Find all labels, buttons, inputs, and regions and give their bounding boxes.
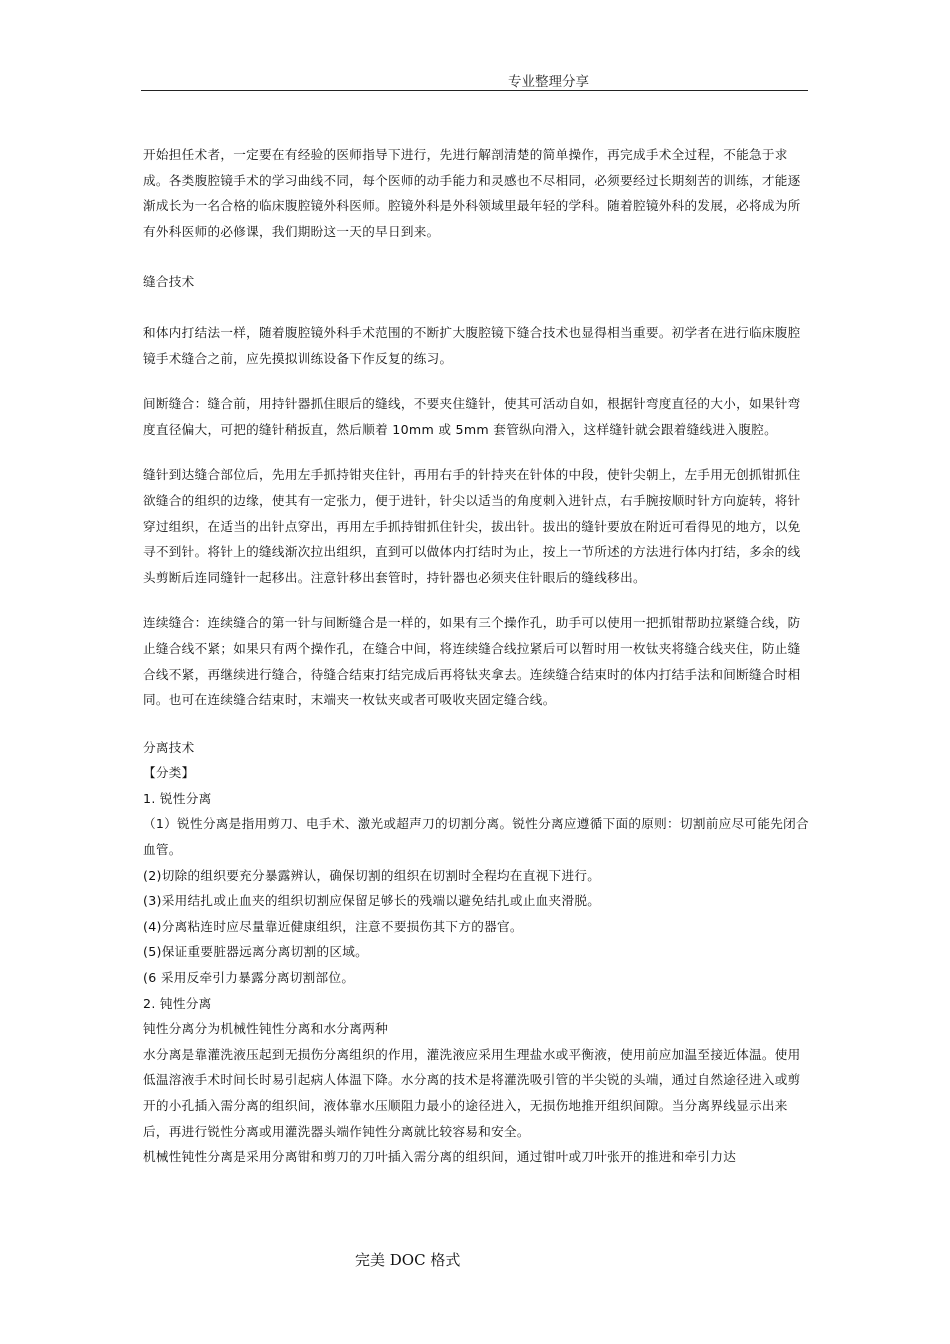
intro-paragraph: 开始担任术者，一定要在有经验的医师指导下进行，先进行解剖清楚的简单操作，再完成手术全过程，不能急于求成。各类腹腔镜手术的学习曲线不同，每个医师的动手能力和灵感也不尽相同，必须要经过长期刻苦的训练，才能逐渐成长为一名合格的临床腹腔镜外科医师。腔镜外科是外科领域里最年轻的学科。随着腔镜外科的发展，必将成为所有外科医师的必修课，我们期盼这一天的早日到来。 (143, 147, 801, 239)
document-body (143, 142, 810, 1170)
sharp-separation-title: 1. 锐性分离 (143, 790, 212, 806)
interrupted-suture-paragraph: 间断缝合：缝合前，用持针器抓住眼后的缝线，不要夹住缝针，使其可活动自如，根据针弯度直径的大小，如果针弯度直径偏大，可把的缝针稍扳直，然后顺着 10mm 或 5mm 套管纵向滑入，这样缝针就会跟着缝线进入腹腔。 (143, 396, 801, 437)
sharp-item: (3)采用结扎或止血夹的组织切割应保留足够长的残端以避免结扎或止血夹滑脱。 (143, 893, 601, 909)
mechanical-separation-paragraph: 机械性钝性分离是采用分离钳和剪刀的刀叶插入需分离的组织间，通过钳叶或刀叶张开的推进和牵引力达 (143, 1149, 737, 1165)
sharp-item: (6 采用反牵引力暴露分离切割部位。 (143, 970, 355, 986)
continuous-suture-paragraph: 连续缝合：连续缝合的第一针与间断缝合是一样的，如果有三个操作孔，助手可以使用一把抓钳帮助拉紧缝合线，防止缝合线不紧；如果只有两个操作孔，在缝合中间，将连续缝合线拉紧后可以暂时用一枚钛夹将缝合线夹住，防止缝合线不紧，再继续进行缝合，待缝合结束打结完成后再将钛夹拿去。连续缝合结束时的体内打结手法和间断缝合时相同。也可在连续缝合结束时，末端夹一枚钛夹或者可吸收夹固定缝合线。 (143, 615, 801, 708)
sharp-item: （1）锐性分离是指用剪刀、电手术、激光或超声刀的切割分离。锐性分离应遵循下面的原则：切割前应尽可能先闭合血管。 (143, 816, 809, 858)
footer-text: 完美 DOC 格式 (355, 1251, 461, 1269)
needle-steps-paragraph: 缝针到达缝合部位后，先用左手抓持钳夹住针，再用右手的针持夹在针体的中段，使针尖朝上，左手用无创抓钳抓住欲缝合的组织的边缘，使其有一定张力，便于进针，针尖以适当的角度刺入进针点，右手腕按顺时针方向旋转，将针穿过组织，在适当的出针点穿出，再用左手抓持钳抓住针尖，拔出针。拔出的缝针要放在附近可看得见的地方，以免寻不到针。将针上的缝线渐次拉出组织，直到可以做体内打结时为止，按上一节所述的方法进行体内打结，多余的线头剪断后连同缝针一起移出。注意针移出套管时，持针器也必须夹住针眼后的缝线移出。 (143, 467, 801, 585)
suture-intro-paragraph: 和体内打结法一样，随着腹腔镜外科手术范围的不断扩大腹腔镜下缝合技术也显得相当重要。初学者在进行临床腹腔镜手术缝合之前，应先摸拟训练设备下作反复的练习。 (143, 324, 801, 366)
header-text: 专业整理分享 (508, 74, 589, 90)
blunt-separation-title: 2. 钝性分离 (143, 995, 212, 1011)
sharp-item: (4)分离粘连时应尽量靠近健康组织，注意不要损伤其下方的器官。 (143, 918, 523, 934)
water-separation-paragraph: 水分离是靠灌洗液压起到无损伤分离组织的作用，灌洗液应采用生理盐水或平衡液，使用前应加温至接近体温。使用低温溶液手术时间长时易引起病人体温下降。水分离的技术是将灌洗吸引管的半尖锐的头端，通过自然途径进入或剪开的小孔插入需分离的组织间，液体靠水压顺阻力最小的途径进入，无损伤地推开组织间隙。当分离界线显示出来后，再进行锐性分离或用灌洗器头端作钝性分离就比较容易和安全。 (143, 1046, 801, 1139)
blunt-intro-line: 钝性分离分为机械性钝性分离和水分离两种 (143, 1021, 388, 1037)
page-header (141, 70, 808, 91)
section-heading-suture: 缝合技术 (143, 274, 195, 290)
sharp-item: (2)切除的组织要充分暴露辨认，确保切割的组织在切割时全程均在直视下进行。 (143, 867, 601, 883)
sharp-item: (5)保证重要脏器远离分离切割的区域。 (143, 944, 369, 960)
section-heading-separation: 分离技术 (143, 739, 195, 755)
classification-label: 【分类】 (143, 765, 195, 781)
